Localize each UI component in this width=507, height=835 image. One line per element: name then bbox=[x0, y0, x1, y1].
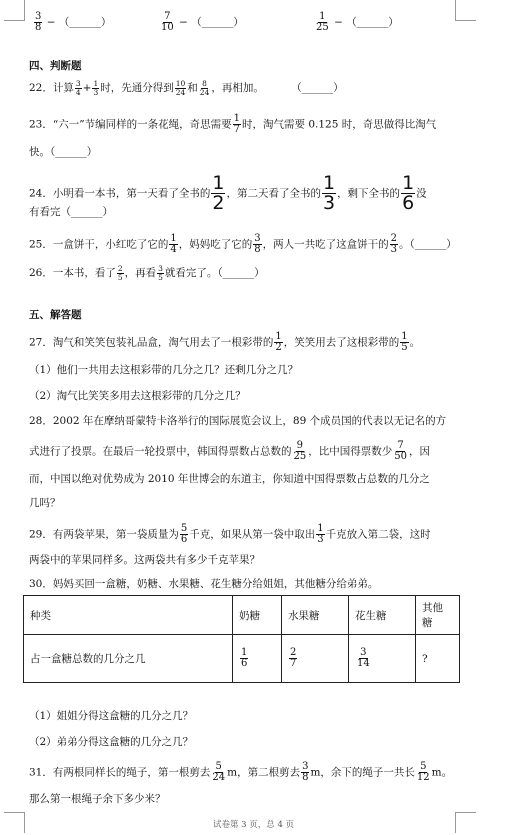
question-26: 26．一本书，看了 $\frac{2}{5}$ ，再看 $\frac{3}{5}$ 就看完了。（______） bbox=[29, 264, 265, 282]
question-28-line-4: 几吗？ bbox=[29, 497, 61, 509]
question-23: 23．“六一”节编同样的一条花绳，奇思需要 $\frac{1}{7}$ 时，淘气需要 0.125 时，奇思做得比淘气 bbox=[29, 113, 437, 135]
question-27-part-1: （1）他们一共用去这根彩带的几分之几？还剩几分之几？ bbox=[29, 364, 299, 376]
table-row bbox=[24, 635, 460, 683]
fill-item-3: $\frac{1}{25}$ − （______） bbox=[316, 11, 399, 33]
question-27-part-2: （2）淘气比笑笑多用去这根彩带的几分之几？ bbox=[29, 390, 246, 402]
table-cell: $\frac{1}{6}$ bbox=[233, 635, 282, 683]
table-header-cell: 种类 bbox=[24, 596, 233, 635]
question-31-cont: 那么第一根绳子余下多少米？ bbox=[29, 793, 166, 805]
table-header-cell: 水果糖 bbox=[282, 596, 349, 635]
table-cell: $\frac{3}{14}$ bbox=[349, 635, 416, 683]
answer-blank[interactable]: （______） bbox=[346, 16, 399, 29]
answer-blank[interactable]: （______） bbox=[217, 267, 265, 279]
crop-mark-top-left bbox=[4, 0, 25, 21]
table-header-cell: 花生糖 bbox=[349, 596, 416, 635]
question-28-line-2: 式进行了投票。在最后一轮投票中，韩国得票数占总数的 $\frac{9}{25}$ ，比中国得票数少 $\frac{7}{50}$ ，因 bbox=[29, 440, 430, 462]
question-31: 31．有两根同样长的绳子，第一根剪去 $\frac{5}{24}$ m，第二根剪去 $\frac{3}{8}$ m，余下的绳子一共长 $\frac{5}{12}$ m。 bbox=[29, 761, 453, 783]
section-heading: 五、解答题 bbox=[29, 309, 82, 321]
question-24-cont: 有看完（______） bbox=[29, 206, 113, 218]
question-22: 22．计算 $\frac{3}{4}$ + $\frac{1}{3}$ 时，先通分得到 $\frac{10}{24}$ 和 $\frac{8}{24}$ ，再相加。 （______） bbox=[29, 79, 344, 97]
question-30-part-2: （2）弟弟分得这盒糖的几分之几？ bbox=[29, 736, 194, 748]
question-30-part-1: （1）姐姐分得这盒糖的几分之几？ bbox=[29, 710, 194, 722]
fill-item-1: $\frac{3}{8}$ − （______） bbox=[35, 11, 112, 33]
table-header-row bbox=[24, 596, 460, 635]
section-heading: 四、判断题 bbox=[29, 60, 82, 72]
question-27: 27．淘气和笑笑包装礼品盒，淘气用去了一根彩带的 $\frac{1}{2}$ ，笑笑用去了这根彩带的 $\frac{1}{5}$ 。 bbox=[29, 331, 421, 353]
question-29: 29．有两袋苹果，第一袋质量为 $\frac{5}{6}$ 千克，如果从第一袋中取出 $\frac{1}{3}$ 千克放入第二袋，这时 bbox=[29, 523, 431, 545]
question-23-cont: 快。（______） bbox=[29, 146, 98, 158]
question-25: 25．一盒饼干，小红吃了它的 $\frac{1}{4}$ ，妈妈吃了它的 $\frac{3}{8}$ ，两人一共吃了这盒饼干的 $\frac{2}{3}$ 。（______） bbox=[29, 233, 457, 255]
table-row-label: 占一盒糖总数的几分之几 bbox=[24, 635, 233, 683]
answer-blank[interactable]: （______） bbox=[58, 16, 112, 29]
page-footer: 试卷第 3 页，总 4 页 bbox=[212, 820, 295, 830]
crop-mark-top-right bbox=[455, 0, 476, 21]
fill-item-2: $\frac{7}{10}$ − （______） bbox=[161, 11, 244, 33]
answer-blank[interactable]: （______） bbox=[409, 238, 457, 251]
question-24: 24．小明看一本书，第一天看了全书的 $\frac{1}{2}$ ，第二天看了全书的 $\frac{1}{3}$ ，剩下全书的 $\frac{1}{6}$ 没 bbox=[29, 172, 427, 214]
question-28-line-3: 而，中国以绝对优势成为 2010 年世博会的东道主，你知道中国得票数占总数的几分之 bbox=[29, 473, 430, 485]
question-29-cont: 两袋中的苹果同样多。这两袋共有多少千克苹果？ bbox=[29, 554, 260, 566]
table-cell: $\frac{2}{7}$ bbox=[282, 635, 349, 683]
answer-blank[interactable]: （______） bbox=[50, 146, 98, 158]
table-cell: ? bbox=[416, 635, 460, 683]
table-header-cell: 其他糖 bbox=[416, 596, 460, 635]
question-28-line-1: 28．2002 年在摩纳哥蒙特卡洛举行的国际展览会议上，89 个成员国的代表以无记名的方 bbox=[29, 415, 447, 427]
candy-table bbox=[23, 595, 460, 683]
answer-blank[interactable]: （______） bbox=[60, 206, 113, 218]
table-header-cell: 奶糖 bbox=[233, 596, 282, 635]
question-30: 30．妈妈买回一盒糖，奶糖、水果糖、花生糖分给姐姐，其他糖分给弟弟。 bbox=[29, 578, 379, 590]
answer-blank[interactable]: （______） bbox=[291, 82, 344, 94]
answer-blank[interactable]: （______） bbox=[191, 16, 244, 29]
